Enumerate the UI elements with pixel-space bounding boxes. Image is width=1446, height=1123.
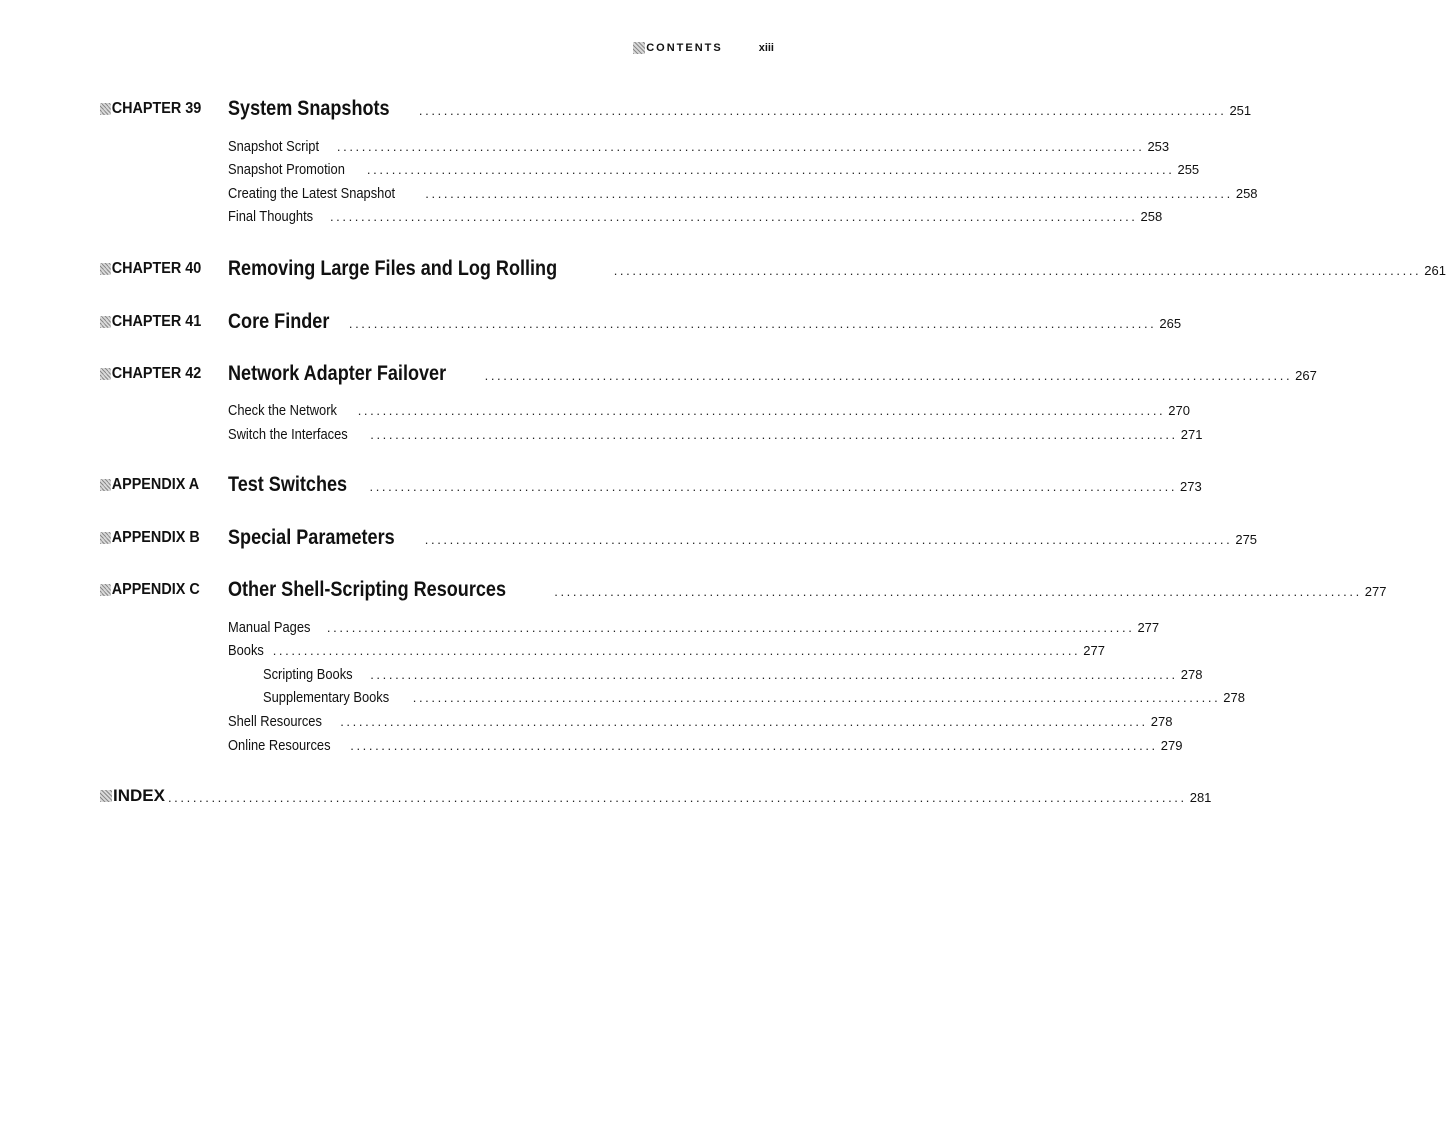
section-title: Online Resources	[228, 737, 331, 754]
index-label-text: INDEX	[113, 786, 165, 805]
toc-section[interactable]	[228, 138, 1170, 155]
chapter-title-line	[228, 578, 1387, 602]
dot-leader: ..................................................................................................................................	[613, 263, 1422, 278]
hatch-marker-icon	[100, 532, 111, 544]
hatch-marker-icon	[633, 42, 645, 54]
section-page: 258	[1235, 186, 1258, 201]
toc-section[interactable]	[228, 161, 1200, 178]
dot-leader: ..................................................................................................................................	[348, 316, 1157, 331]
dot-leader: ..................................................................................................................................	[424, 532, 1233, 547]
hatch-marker-icon	[100, 103, 111, 115]
toc-section[interactable]	[228, 402, 1190, 419]
header-section	[633, 42, 723, 54]
toc-section[interactable]	[228, 713, 1173, 730]
section-title: Manual Pages	[228, 619, 311, 636]
chapter-title: Other Shell-Scripting Resources	[228, 578, 506, 601]
toc-section[interactable]	[228, 208, 1163, 225]
section-title: Switch the Interfaces	[228, 426, 348, 443]
chapter-label-text: APPENDIX C	[111, 581, 200, 598]
header-section-label: CONTENTS	[646, 42, 723, 54]
hatch-marker-icon	[100, 368, 111, 380]
dot-leader: ..................................................................................................................................	[412, 690, 1221, 705]
dot-leader: ..................................................................................................................................	[370, 427, 1178, 442]
dot-leader: ..................................................................................................................................	[370, 667, 1178, 682]
toc-section[interactable]	[228, 642, 1105, 659]
dot-leader: ..................................................................................................................................	[425, 186, 1233, 201]
section-page: 258	[1140, 209, 1163, 224]
index-label	[100, 786, 165, 806]
chapter-title-line	[228, 257, 1446, 281]
chapter-title: Special Parameters	[228, 526, 395, 549]
section-page: 278	[1180, 667, 1203, 682]
chapter-label	[100, 529, 200, 547]
section-title: Snapshot Script	[228, 138, 320, 155]
chapter-label	[100, 313, 201, 331]
chapter-label	[100, 260, 201, 278]
hatch-marker-icon	[100, 263, 111, 275]
chapter-label-text: APPENDIX B	[111, 529, 200, 546]
chapter-title-line	[228, 97, 1252, 121]
dot-leader: ..................................................................................................................................	[369, 479, 1178, 494]
dot-leader: ..................................................................................................................................	[272, 643, 1081, 658]
section-title: Final Thoughts	[228, 208, 314, 225]
chapter-page: 261	[1424, 263, 1446, 278]
chapter-title-line	[228, 473, 1202, 497]
hatch-marker-icon	[100, 316, 111, 328]
dot-leader: ..................................................................................................................................	[357, 403, 1166, 418]
section-page: 277	[1137, 620, 1160, 635]
section-page: 279	[1160, 738, 1183, 753]
section-page: 278	[1223, 690, 1245, 705]
section-title: Snapshot Promotion	[228, 161, 345, 178]
chapter-page: 277	[1364, 584, 1387, 599]
chapter-label	[100, 581, 200, 599]
hatch-marker-icon	[100, 584, 111, 596]
chapter-title-line	[228, 310, 1182, 334]
section-title: Shell Resources	[228, 713, 322, 730]
toc-index[interactable]	[100, 786, 1212, 806]
chapter-title: System Snapshots	[228, 97, 390, 120]
dot-leader: ..................................................................................................................................	[350, 738, 1158, 753]
toc-subsection[interactable]	[263, 666, 1203, 683]
chapter-page: 267	[1295, 368, 1317, 383]
dot-leader: ..................................................................................................................................	[366, 162, 1175, 177]
chapter-title: Core Finder	[228, 310, 330, 333]
section-title: Scripting Books	[263, 666, 353, 683]
chapter-title-line	[228, 526, 1258, 550]
dot-leader: ..................................................................................................................................	[340, 714, 1148, 729]
dot-leader: ..................................................................................................................................	[418, 103, 1227, 118]
chapter-title: Test Switches	[228, 473, 348, 496]
dot-leader: ..................................................................................................................................	[329, 209, 1138, 224]
chapter-label	[100, 476, 199, 494]
toc-section[interactable]	[228, 619, 1160, 636]
dot-leader: ....................................................................................................................................................................	[167, 790, 1187, 805]
section-page: 277	[1083, 643, 1105, 658]
chapter-label-text: CHAPTER 40	[111, 260, 202, 277]
chapter-title: Network Adapter Failover	[228, 362, 447, 385]
chapter-title: Removing Large Files and Log Rolling	[228, 257, 558, 280]
section-page: 255	[1177, 162, 1200, 177]
chapter-page: 265	[1159, 316, 1182, 331]
dot-leader: ..................................................................................................................................	[484, 368, 1293, 383]
toc-section[interactable]	[228, 426, 1203, 443]
chapter-label-text: CHAPTER 39	[111, 100, 202, 117]
section-page: 278	[1150, 714, 1173, 729]
section-title: Books	[228, 642, 264, 659]
toc-section[interactable]	[228, 185, 1258, 202]
running-header	[633, 42, 774, 54]
section-title: Creating the Latest Snapshot	[228, 185, 396, 202]
chapter-label-text: CHAPTER 41	[111, 313, 202, 330]
hatch-marker-icon	[100, 479, 111, 491]
index-page: 281	[1189, 790, 1212, 805]
section-page: 253	[1147, 139, 1170, 154]
chapter-page: 273	[1180, 479, 1202, 494]
header-page-number: xiii	[758, 42, 774, 54]
section-page: 270	[1168, 403, 1190, 418]
chapter-title-line	[228, 362, 1317, 386]
toc-subsection[interactable]	[263, 689, 1245, 706]
dot-leader: ..................................................................................................................................	[336, 139, 1145, 154]
section-title: Check the Network	[228, 402, 337, 419]
dot-leader: ..................................................................................................................................	[326, 620, 1135, 635]
chapter-page: 251	[1229, 103, 1252, 118]
section-title: Supplementary Books	[263, 689, 390, 706]
section-page: 271	[1180, 427, 1203, 442]
hatch-marker-icon	[100, 790, 112, 802]
chapter-label-text: CHAPTER 42	[111, 365, 202, 382]
dot-leader: ..................................................................................................................................	[554, 584, 1362, 599]
chapter-label	[100, 365, 201, 383]
chapter-label-text: APPENDIX A	[111, 476, 200, 493]
toc-section[interactable]	[228, 737, 1183, 754]
chapter-label	[100, 100, 201, 118]
chapter-page: 275	[1235, 532, 1258, 547]
